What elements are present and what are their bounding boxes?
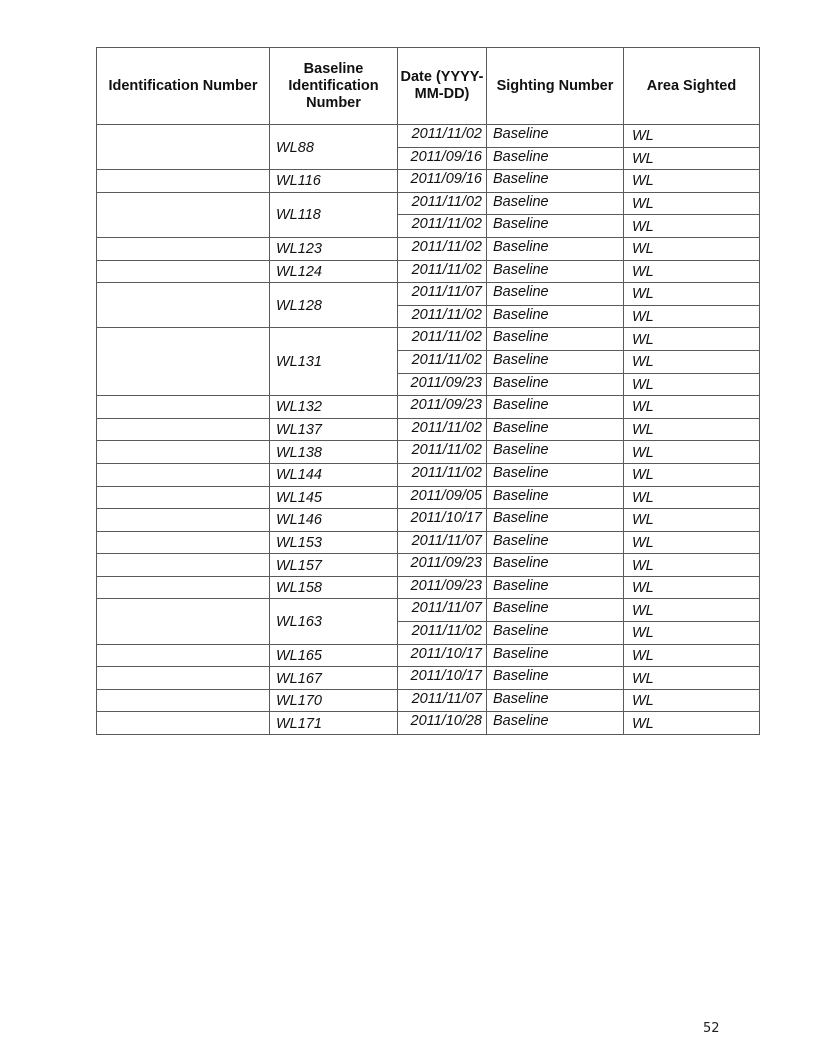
cell-area-sighted: WL xyxy=(624,463,760,486)
cell-area-sighted: WL xyxy=(624,170,760,193)
cell-area-sighted: WL xyxy=(624,215,760,238)
cell-baseline-id: WL146 xyxy=(270,509,398,532)
cell-area-sighted: WL xyxy=(624,328,760,351)
cell-date: 2011/11/07 xyxy=(398,283,487,306)
table-row xyxy=(97,170,760,193)
cell-identification-number xyxy=(97,192,270,237)
table-body xyxy=(97,125,760,735)
cell-date: 2011/11/02 xyxy=(398,125,487,148)
cell-sighting-number: Baseline xyxy=(487,689,624,712)
cell-baseline-id: WL165 xyxy=(270,644,398,667)
cell-date: 2011/11/02 xyxy=(398,463,487,486)
table-row xyxy=(97,667,760,690)
cell-area-sighted: WL xyxy=(624,667,760,690)
cell-identification-number xyxy=(97,712,270,735)
table-row xyxy=(97,328,760,351)
cell-sighting-number: Baseline xyxy=(487,305,624,328)
cell-sighting-number: Baseline xyxy=(487,644,624,667)
cell-date: 2011/11/02 xyxy=(398,237,487,260)
cell-area-sighted: WL xyxy=(624,554,760,577)
header-area-sighted: Area Sighted xyxy=(624,48,760,125)
cell-identification-number xyxy=(97,509,270,532)
cell-date: 2011/09/23 xyxy=(398,396,487,419)
table-row xyxy=(97,599,760,622)
cell-sighting-number: Baseline xyxy=(487,441,624,464)
cell-identification-number xyxy=(97,170,270,193)
cell-sighting-number: Baseline xyxy=(487,576,624,599)
table-row xyxy=(97,260,760,283)
table-row xyxy=(97,486,760,509)
cell-date: 2011/11/02 xyxy=(398,192,487,215)
cell-baseline-id: WL171 xyxy=(270,712,398,735)
cell-identification-number xyxy=(97,260,270,283)
cell-baseline-id: WL131 xyxy=(270,328,398,396)
cell-sighting-number: Baseline xyxy=(487,147,624,170)
table-row xyxy=(97,396,760,419)
cell-identification-number xyxy=(97,328,270,396)
cell-baseline-id: WL137 xyxy=(270,418,398,441)
table-row xyxy=(97,554,760,577)
cell-sighting-number: Baseline xyxy=(487,531,624,554)
cell-identification-number xyxy=(97,667,270,690)
table-row xyxy=(97,125,760,148)
cell-identification-number xyxy=(97,237,270,260)
cell-baseline-id: WL128 xyxy=(270,283,398,328)
cell-sighting-number: Baseline xyxy=(487,599,624,622)
cell-area-sighted: WL xyxy=(624,441,760,464)
cell-date: 2011/11/07 xyxy=(398,689,487,712)
header-date: Date (YYYY-MM-DD) xyxy=(398,48,487,125)
cell-date: 2011/11/02 xyxy=(398,418,487,441)
cell-date: 2011/09/16 xyxy=(398,147,487,170)
cell-area-sighted: WL xyxy=(624,531,760,554)
cell-sighting-number: Baseline xyxy=(487,622,624,645)
cell-date: 2011/09/23 xyxy=(398,554,487,577)
cell-sighting-number: Baseline xyxy=(487,554,624,577)
cell-date: 2011/11/02 xyxy=(398,350,487,373)
cell-sighting-number: Baseline xyxy=(487,667,624,690)
cell-baseline-id: WL170 xyxy=(270,689,398,712)
cell-area-sighted: WL xyxy=(624,509,760,532)
cell-date: 2011/11/02 xyxy=(398,305,487,328)
cell-identification-number xyxy=(97,531,270,554)
cell-identification-number xyxy=(97,689,270,712)
cell-date: 2011/10/17 xyxy=(398,644,487,667)
cell-identification-number xyxy=(97,599,270,644)
cell-baseline-id: WL116 xyxy=(270,170,398,193)
cell-area-sighted: WL xyxy=(624,237,760,260)
cell-sighting-number: Baseline xyxy=(487,328,624,351)
cell-sighting-number: Baseline xyxy=(487,283,624,306)
cell-date: 2011/11/07 xyxy=(398,531,487,554)
cell-sighting-number: Baseline xyxy=(487,350,624,373)
table-row xyxy=(97,192,760,215)
cell-baseline-id: WL167 xyxy=(270,667,398,690)
cell-sighting-number: Baseline xyxy=(487,237,624,260)
cell-date: 2011/11/02 xyxy=(398,622,487,645)
header-baseline-identification-number: Baseline Identification Number xyxy=(270,48,398,125)
cell-date: 2011/11/02 xyxy=(398,260,487,283)
cell-date: 2011/10/28 xyxy=(398,712,487,735)
cell-identification-number xyxy=(97,554,270,577)
cell-baseline-id: WL144 xyxy=(270,463,398,486)
cell-identification-number xyxy=(97,418,270,441)
table-row xyxy=(97,441,760,464)
cell-date: 2011/11/02 xyxy=(398,328,487,351)
table-row xyxy=(97,576,760,599)
table-row xyxy=(97,689,760,712)
cell-identification-number xyxy=(97,463,270,486)
cell-area-sighted: WL xyxy=(624,576,760,599)
cell-sighting-number: Baseline xyxy=(487,170,624,193)
cell-sighting-number: Baseline xyxy=(487,260,624,283)
header-identification-number: Identification Number xyxy=(97,48,270,125)
cell-area-sighted: WL xyxy=(624,712,760,735)
cell-sighting-number: Baseline xyxy=(487,125,624,148)
cell-baseline-id: WL157 xyxy=(270,554,398,577)
cell-date: 2011/09/16 xyxy=(398,170,487,193)
cell-area-sighted: WL xyxy=(624,125,760,148)
cell-baseline-id: WL158 xyxy=(270,576,398,599)
table-row xyxy=(97,509,760,532)
table-row xyxy=(97,237,760,260)
cell-sighting-number: Baseline xyxy=(487,396,624,419)
cell-baseline-id: WL88 xyxy=(270,125,398,170)
cell-baseline-id: WL153 xyxy=(270,531,398,554)
cell-baseline-id: WL163 xyxy=(270,599,398,644)
cell-area-sighted: WL xyxy=(624,622,760,645)
cell-sighting-number: Baseline xyxy=(487,373,624,396)
cell-date: 2011/10/17 xyxy=(398,509,487,532)
cell-identification-number xyxy=(97,283,270,328)
cell-sighting-number: Baseline xyxy=(487,215,624,238)
cell-area-sighted: WL xyxy=(624,644,760,667)
cell-date: 2011/09/23 xyxy=(398,576,487,599)
cell-area-sighted: WL xyxy=(624,260,760,283)
cell-date: 2011/11/07 xyxy=(398,599,487,622)
cell-area-sighted: WL xyxy=(624,373,760,396)
cell-area-sighted: WL xyxy=(624,599,760,622)
table-row xyxy=(97,283,760,306)
cell-sighting-number: Baseline xyxy=(487,192,624,215)
cell-identification-number xyxy=(97,441,270,464)
cell-area-sighted: WL xyxy=(624,689,760,712)
table-row xyxy=(97,712,760,735)
page-number: 52 xyxy=(703,1021,720,1036)
cell-sighting-number: Baseline xyxy=(487,486,624,509)
cell-date: 2011/11/02 xyxy=(398,441,487,464)
cell-area-sighted: WL xyxy=(624,147,760,170)
cell-date: 2011/09/23 xyxy=(398,373,487,396)
cell-identification-number xyxy=(97,644,270,667)
cell-date: 2011/11/02 xyxy=(398,215,487,238)
cell-sighting-number: Baseline xyxy=(487,509,624,532)
cell-identification-number xyxy=(97,125,270,170)
cell-area-sighted: WL xyxy=(624,350,760,373)
cell-identification-number xyxy=(97,486,270,509)
cell-baseline-id: WL123 xyxy=(270,237,398,260)
cell-sighting-number: Baseline xyxy=(487,418,624,441)
cell-area-sighted: WL xyxy=(624,418,760,441)
cell-identification-number xyxy=(97,396,270,419)
table-row xyxy=(97,418,760,441)
cell-date: 2011/10/17 xyxy=(398,667,487,690)
cell-identification-number xyxy=(97,576,270,599)
table-row xyxy=(97,531,760,554)
cell-baseline-id: WL124 xyxy=(270,260,398,283)
sightings-table xyxy=(96,47,760,735)
cell-baseline-id: WL145 xyxy=(270,486,398,509)
table-row xyxy=(97,463,760,486)
cell-sighting-number: Baseline xyxy=(487,712,624,735)
cell-area-sighted: WL xyxy=(624,305,760,328)
table-row xyxy=(97,644,760,667)
cell-baseline-id: WL118 xyxy=(270,192,398,237)
cell-area-sighted: WL xyxy=(624,486,760,509)
cell-area-sighted: WL xyxy=(624,283,760,306)
cell-baseline-id: WL132 xyxy=(270,396,398,419)
cell-sighting-number: Baseline xyxy=(487,463,624,486)
cell-date: 2011/09/05 xyxy=(398,486,487,509)
cell-area-sighted: WL xyxy=(624,192,760,215)
header-sighting-number: Sighting Number xyxy=(487,48,624,125)
cell-area-sighted: WL xyxy=(624,396,760,419)
header-row xyxy=(97,48,760,125)
cell-baseline-id: WL138 xyxy=(270,441,398,464)
